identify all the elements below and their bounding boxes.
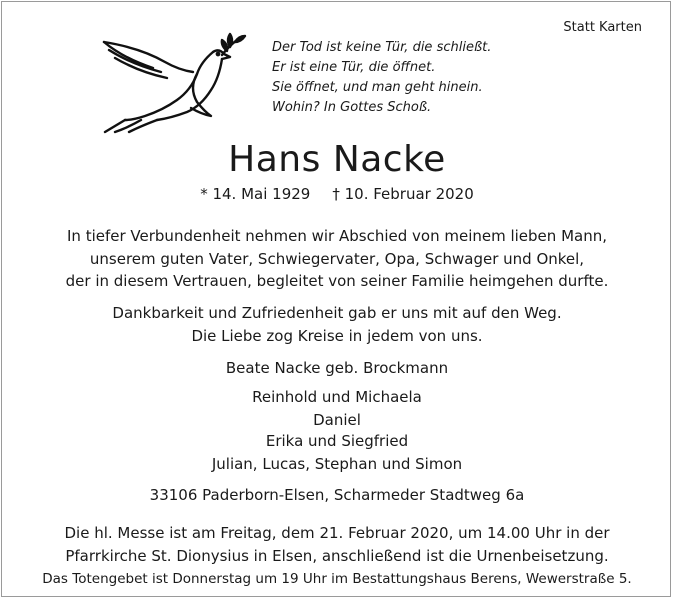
mourner-family-1: [0, 386, 674, 431]
death-date: † 10. Februar 2020: [332, 185, 474, 203]
farewell-line: der in diesem Vertrauen, begleitet von seiner Familie heimgehen durfte.: [65, 272, 609, 290]
prayer-line: Das Totengebet ist Donnerstag um 19 Uhr im Bestattungshaus Berens, Wewerstraße 5.: [42, 571, 632, 587]
service-line: Die hl. Messe ist am Freitag, dem 21. Februar 2020, um 14.00 Uhr in der: [64, 524, 610, 542]
dove-with-olive-branch-icon: [101, 28, 253, 134]
deceased-name: Hans Nacke: [228, 139, 446, 180]
life-dates: [0, 185, 674, 203]
statt-karten-note: Statt Karten: [563, 20, 642, 35]
mourner-family-2: [0, 430, 674, 475]
mourner-address: [0, 484, 674, 507]
service-info: [0, 522, 674, 567]
family-line: Reinhold und Michaela: [252, 388, 422, 406]
family-line: Julian, Lucas, Stephan und Simon: [211, 454, 463, 473]
poem-line: Der Tod ist keine Tür, die schließt.: [272, 40, 492, 55]
farewell-text: [0, 225, 674, 293]
gratitude-line: Dankbarkeit und Zufriedenheit gab er uns mit auf den Weg.: [112, 304, 562, 322]
farewell-line: unserem guten Vater, Schwiegervater, Opa, Schwager und Onkel,: [89, 249, 585, 268]
family-line: Daniel: [313, 410, 361, 429]
gratitude-line: Die Liebe zog Kreise in jedem von uns.: [191, 326, 483, 345]
mourner-spouse: [0, 357, 674, 380]
spouse-name: Beate Nacke geb. Brockmann: [225, 359, 449, 377]
gratitude-text: [0, 302, 674, 347]
poem: [272, 38, 491, 118]
family-line: Erika und Siegfried: [265, 432, 409, 450]
address-line: 33106 Paderborn-Elsen, Scharmeder Stadtweg 6a: [149, 486, 525, 504]
service-line: Pfarrkirche St. Dionysius in Elsen, anschließend ist die Urnenbeisetzung.: [65, 546, 609, 565]
prayer-info: [0, 568, 674, 591]
farewell-line: In tiefer Verbundenheit nehmen wir Abschied von meinem lieben Mann,: [67, 227, 607, 245]
birth-date: * 14. Mai 1929: [200, 185, 311, 203]
poem-line: Sie öffnet, und man geht hinein.: [272, 80, 483, 95]
poem-line: Er ist eine Tür, die öffnet.: [272, 60, 436, 75]
poem-line: Wohin? In Gottes Schoß.: [272, 100, 432, 115]
